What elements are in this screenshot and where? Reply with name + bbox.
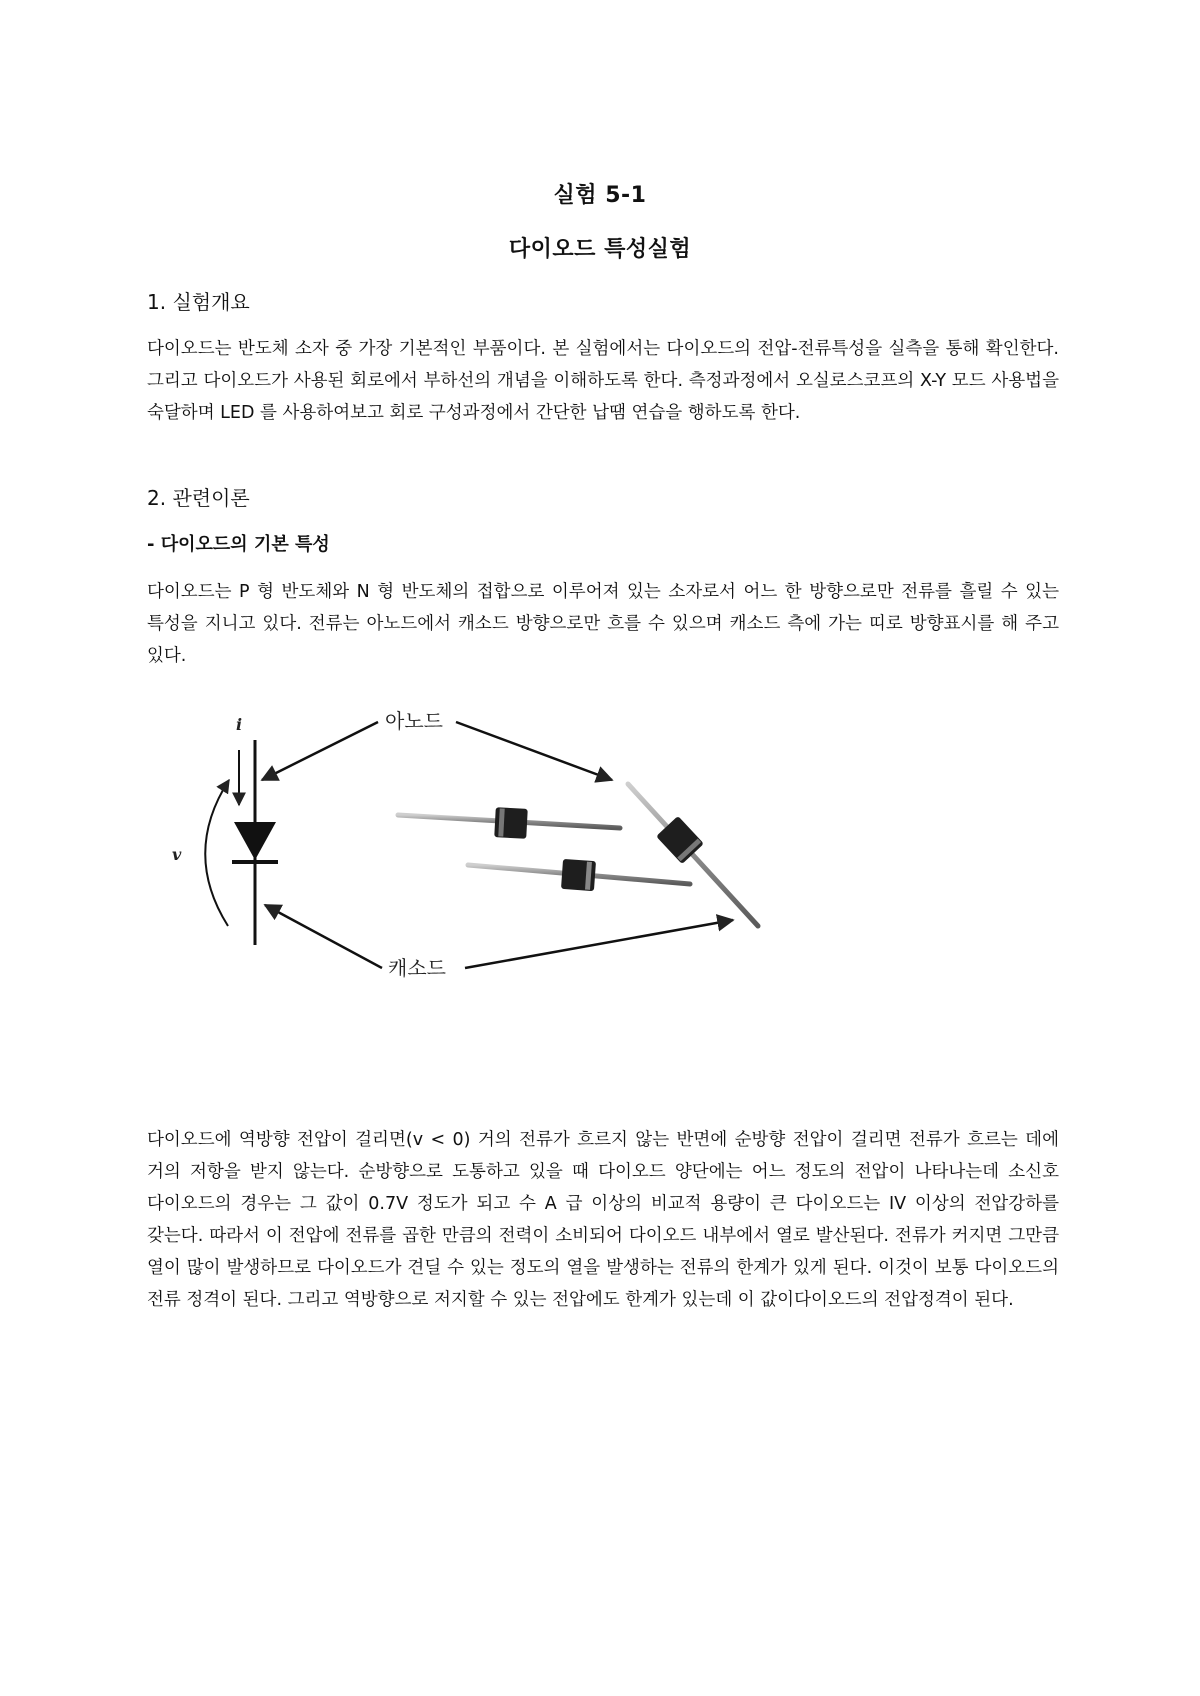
anode-label: 아노드 [385, 709, 443, 733]
cathode-arrow-schematic [265, 905, 382, 968]
section-2-paragraph-1: 다이오드는 P 형 반도체와 N 형 반도체의 접합으로 이루어져 있는 소자로서 어느 한 방향으로만 전류를 흘릴 수 있는 특성을 지니고 있다. 전류는 아노드에서 캐소드 방향으로만 흐를 수 있으며 캐소드 측에 가는 띠로 방향표시를 해 주고 있다. [147, 582, 1059, 666]
current-arrow [236, 715, 242, 805]
section-2-heading: 2. 관련이론 [147, 486, 250, 510]
diode-figure [150, 700, 800, 990]
section-1-heading: 1. 실험개요 [147, 290, 250, 314]
cathode-arrow-photo [465, 920, 733, 968]
anode-arrow-photo [456, 722, 612, 780]
diode-photo-3 [628, 784, 758, 926]
subsection-heading: - 다이오드의 기본 특성 [147, 534, 330, 555]
experiment-number-title: 실험 5-1 [553, 183, 647, 208]
section-1-paragraph: 다이오드는 반도체 소자 중 가장 기본적인 부품이다. 본 실험에서는 다이오드의 전압-전류특성을 실측을 통해 확인한다. 그리고 다이오드가 사용된 회로에서 부하선의 개념을 이해하도록 한다. 측정과정에서 오실로스코프의 X-Y 모드 사용법을 숙달하며 LED 를 사용하여보고 회로 구성과정에서 간단한 납땜 연습을 행하도록 한다. [147, 339, 1059, 423]
section-2-paragraph-2: 다이오드에 역방향 전압이 걸리면(v < 0) 거의 전류가 흐르지 않는 반면에 순방향 전압이 걸리면 전류가 흐르는 데에 거의 저항을 받지 않는다. 순방향으로 도통하고 있을 때 다이오드 양단에는 어느 정도의 전압이 나타나는데 소신호 다이오드의 경우는 그 값이 0.7V 정도가 되고 수 A 급 이상의 비교적 용량이 큰 다이오드는 IV 이상의 전압강하를 갖는다. 따라서 이 전압에 전류를 곱한 만큼의 전력이 소비되어 다이오드 내부에서 열로 발산된다. 전류가 커지면 그만큼 열이 많이 발생하므로 다이오드가 견딜 수 있는 정도의 열을 발생하는 전류의 한계가 있게 된다. 이것이 보통 다이오드의 전류 정격이 된다. 그리고 역방향으로 저지할 수 있는 전압에도 한계가 있는데 이 값이다이오드의 전압정격이 된다. [147, 1130, 1059, 1310]
diode-photo-2 [468, 859, 690, 891]
voltage-symbol: v [172, 845, 182, 864]
voltage-arc [172, 780, 229, 926]
cathode-label: 캐소드 [388, 956, 446, 980]
diode-photo-1 [398, 807, 620, 839]
current-symbol: i [236, 715, 243, 734]
anode-arrow-schematic [262, 722, 378, 780]
experiment-title: 다이오드 특성실험 [508, 237, 692, 262]
